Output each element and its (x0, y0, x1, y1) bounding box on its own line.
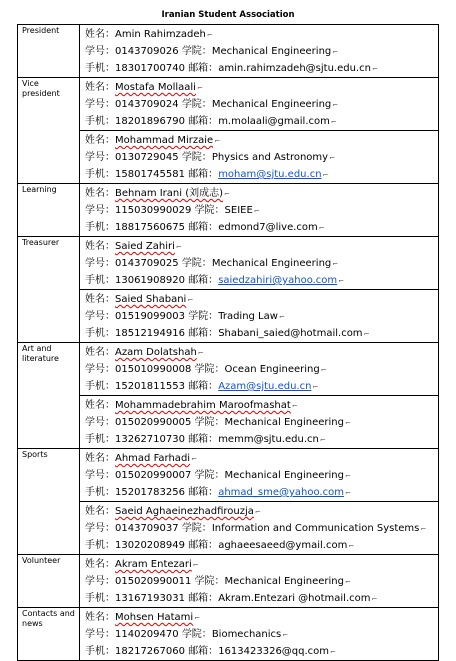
name-line (85, 344, 438, 361)
id-label: 学号： (85, 258, 115, 269)
paragraph-mark-icon: ⌐ (282, 631, 289, 639)
email-label: 邮箱： (188, 381, 219, 392)
phone-label: 手机： (85, 116, 115, 127)
college-label: 学院： (181, 152, 212, 163)
email-label: 邮箱： (188, 646, 219, 657)
email-link[interactable]: ahmad_sme@yahoo.com (218, 487, 344, 498)
college: Mechanical Engineering (211, 258, 332, 269)
name-line (85, 79, 438, 96)
phone-label: 手机： (85, 593, 115, 604)
phone-line (85, 166, 438, 183)
role-cell (18, 449, 80, 555)
role-label: Art and literature (22, 344, 59, 363)
paragraph-mark-icon: ⌐ (344, 489, 351, 497)
member-cell (80, 449, 439, 502)
role-label: President (22, 26, 60, 35)
role-label: Treasurer (22, 238, 60, 247)
student-id: 01519099003 (115, 311, 185, 322)
college-label: 学院： (181, 46, 212, 57)
table-row (18, 555, 439, 608)
name-line (85, 609, 438, 626)
phone-label: 手机： (85, 646, 115, 657)
college-label: 学院： (194, 576, 225, 587)
student-id: 1140209470 (115, 629, 179, 640)
table-row (18, 449, 439, 502)
id-line (85, 308, 438, 325)
table-row (18, 184, 439, 237)
college-label: 学院： (194, 364, 225, 375)
role-cell (18, 237, 80, 343)
role-label: Vice president (22, 79, 60, 98)
college-label: 学院： (181, 99, 212, 110)
member-cell (80, 78, 439, 131)
paragraph-mark-icon: ⌐ (187, 296, 194, 304)
email-text: edmond7@live.com (218, 222, 318, 233)
name-label: 姓名： (85, 29, 115, 40)
id-line (85, 149, 438, 166)
student-id: 015020990005 (115, 417, 192, 428)
phone-line (85, 590, 438, 607)
name-line (85, 291, 438, 308)
paragraph-mark-icon: ⌐ (214, 137, 221, 145)
name-label: 姓名： (85, 135, 115, 146)
phone-number: 15201783256 (115, 487, 185, 498)
student-id: 0143709037 (115, 523, 179, 534)
phone-label: 手机： (85, 63, 115, 74)
phone-line (85, 113, 438, 130)
role-cell (18, 343, 80, 449)
document-title: Iranian Student Association (161, 10, 295, 20)
paragraph-mark-icon: ⌐ (320, 366, 327, 374)
name-label: 姓名： (85, 400, 115, 411)
id-label: 学号： (85, 576, 115, 587)
phone-number: 18817560675 (115, 222, 185, 233)
phone-label: 手机： (85, 434, 115, 445)
name-line (85, 556, 438, 573)
phone-line (85, 484, 438, 501)
email-label: 邮箱： (188, 487, 219, 498)
phone-number: 15801745581 (115, 169, 185, 180)
paragraph-mark-icon: ⌐ (330, 648, 336, 656)
name-label: 姓名： (85, 241, 115, 252)
phone-number: 13262710730 (115, 434, 185, 445)
paragraph-mark-icon: ⌐ (345, 419, 351, 427)
role-cell (18, 184, 80, 237)
table-row (18, 343, 439, 396)
email-label: 邮箱： (188, 169, 219, 180)
college-label: 学院： (194, 470, 225, 481)
phone-label: 手机： (85, 328, 115, 339)
id-label: 学号： (85, 364, 115, 375)
name-label: 姓名： (85, 612, 115, 623)
college: Ocean Engineering (224, 364, 320, 375)
paragraph-mark-icon: ⌐ (197, 349, 204, 357)
id-label: 学号： (85, 99, 115, 110)
role-cell (18, 555, 80, 608)
member-table (17, 24, 439, 661)
email-text: 1613423326@qq.com (218, 646, 330, 657)
id-label: 学号： (85, 417, 115, 428)
member-name: Ahmad Farhadi (115, 453, 191, 464)
student-id: 015010990008 (115, 364, 192, 375)
id-line (85, 626, 438, 643)
paragraph-mark-icon: ⌐ (254, 508, 261, 516)
name-label: 姓名： (85, 82, 115, 93)
name-label: 姓名： (85, 506, 115, 517)
id-line (85, 202, 438, 219)
college: Mechanical Engineering (224, 470, 344, 481)
student-id: 0143709024 (115, 99, 179, 110)
id-line (85, 255, 438, 272)
phone-number: 18201896790 (115, 116, 185, 127)
id-line (85, 467, 438, 484)
phone-number: 15201811553 (115, 381, 185, 392)
college-label: 学院： (194, 417, 225, 428)
table-row (18, 25, 439, 78)
student-id: 015020990007 (115, 470, 192, 481)
name-label: 姓名： (85, 347, 115, 358)
paragraph-mark-icon: ⌐ (371, 65, 378, 73)
name-line (85, 185, 438, 202)
id-line (85, 520, 438, 537)
member-name: Mohammad Mirzaie (115, 135, 214, 146)
paragraph-mark-icon: ⌐ (191, 455, 197, 463)
role-cell (18, 608, 80, 661)
id-line (85, 43, 438, 60)
college: Trading Law (218, 311, 278, 322)
phone-label: 手机： (85, 275, 115, 286)
student-id: 0143709026 (115, 46, 179, 57)
member-name: Azam Dolatshah (115, 347, 197, 358)
id-label: 学号： (85, 523, 115, 534)
phone-number: 18301700740 (115, 63, 185, 74)
college-label: 学院： (188, 311, 219, 322)
college: Biomechanics (211, 629, 282, 640)
member-cell (80, 396, 439, 449)
member-cell (80, 502, 439, 555)
name-label: 姓名： (85, 453, 115, 464)
role-label: Sports (22, 450, 48, 459)
paragraph-mark-icon: ⌐ (345, 472, 351, 480)
college: SEIEE (224, 205, 253, 216)
student-id: 115030990029 (115, 205, 192, 216)
paragraph-mark-icon: ⌐ (345, 578, 351, 586)
paragraph-mark-icon: ⌐ (319, 436, 326, 444)
paragraph-mark-icon: ⌐ (348, 542, 355, 550)
paragraph-mark-icon: ⌐ (330, 118, 337, 126)
role-cell (18, 25, 80, 78)
member-name: Akram Entezari (115, 559, 192, 570)
member-name: Amin Rahimzadeh (115, 29, 206, 40)
phone-line (85, 537, 438, 554)
college: Mechanical Engineering (211, 46, 332, 57)
email-text: m.molaali@gmail.com (218, 116, 330, 127)
table-row (18, 131, 439, 184)
phone-line (85, 325, 438, 342)
role-label: Volunteer (22, 556, 61, 565)
email-link[interactable]: Azam@sjtu.edu.cn (218, 381, 312, 392)
college-label: 学院： (181, 258, 212, 269)
id-label: 学号： (85, 311, 115, 322)
phone-number: 18512194916 (115, 328, 185, 339)
student-id: 015020990011 (115, 576, 192, 587)
college-label: 学院： (181, 523, 212, 534)
member-cell (80, 608, 439, 661)
paragraph-mark-icon: ⌐ (363, 330, 370, 338)
member-name: Mohsen Hatami (115, 612, 194, 623)
paragraph-mark-icon: ⌐ (312, 383, 319, 391)
id-line (85, 361, 438, 378)
email-text: memm@sjtu.edu.cn (218, 434, 319, 445)
role-label: Contacts and news (22, 609, 75, 628)
student-id: 0143709025 (115, 258, 179, 269)
table-row (18, 502, 439, 555)
table-row (18, 396, 439, 449)
role-label: Learning (22, 185, 57, 194)
phone-label: 手机： (85, 222, 115, 233)
email-text: amin.rahimzadeh@sjtu.edu.cn (218, 63, 371, 74)
table-row (18, 78, 439, 131)
member-name: Behnam Irani (刘成志) (115, 188, 224, 199)
name-line (85, 450, 438, 467)
phone-line (85, 272, 438, 289)
college-label: 学院： (194, 205, 225, 216)
name-line (85, 132, 438, 149)
phone-number: 13061908920 (115, 275, 185, 286)
email-label: 邮箱： (188, 593, 219, 604)
email-text: Shabani_saied@hotmail.com (218, 328, 363, 339)
email-label: 邮箱： (188, 275, 219, 286)
paragraph-mark-icon: ⌐ (224, 190, 230, 198)
id-line (85, 414, 438, 431)
paragraph-mark-icon: ⌐ (194, 614, 201, 622)
college: Mechanical Engineering (224, 576, 344, 587)
paragraph-mark-icon: ⌐ (420, 525, 427, 533)
email-link[interactable]: saiedzahiri@yahoo.com (218, 275, 338, 286)
email-label: 邮箱： (188, 222, 219, 233)
phone-line (85, 643, 438, 660)
member-cell (80, 555, 439, 608)
member-cell (80, 343, 439, 396)
name-line (85, 503, 438, 520)
email-label: 邮箱： (188, 540, 219, 551)
member-cell (80, 290, 439, 343)
member-name: Saeid Aghaeinezhadfirouzja (115, 506, 254, 517)
id-label: 学号： (85, 152, 115, 163)
email-label: 邮箱： (188, 434, 219, 445)
member-name: Mostafa Mollaali (115, 82, 196, 93)
phone-line (85, 378, 438, 395)
id-label: 学号： (85, 470, 115, 481)
phone-label: 手机： (85, 169, 115, 180)
phone-number: 13167193031 (115, 593, 185, 604)
table-row (18, 290, 439, 343)
college: Information and Communication Systems (211, 523, 420, 534)
name-line (85, 397, 438, 414)
phone-label: 手机： (85, 487, 115, 498)
phone-number: 18217267060 (115, 646, 185, 657)
id-label: 学号： (85, 629, 115, 640)
paragraph-mark-icon: ⌐ (329, 154, 335, 162)
id-label: 学号： (85, 205, 115, 216)
member-cell (80, 25, 439, 78)
id-line (85, 573, 438, 590)
member-name: Saied Shabani (115, 294, 187, 305)
email-text: Akram.Entezari @hotmail.com (218, 593, 371, 604)
member-cell (80, 131, 439, 184)
member-cell (80, 237, 439, 290)
paragraph-mark-icon: ⌐ (206, 31, 213, 39)
id-label: 学号： (85, 46, 115, 57)
email-text: aghaeesaeed@ymail.com (218, 540, 348, 551)
college-label: 学院： (181, 629, 212, 640)
paragraph-mark-icon: ⌐ (322, 171, 329, 179)
table-row (18, 608, 439, 661)
name-label: 姓名： (85, 188, 115, 199)
paragraph-mark-icon: ⌐ (192, 561, 199, 569)
name-label: 姓名： (85, 294, 115, 305)
phone-line (85, 219, 438, 236)
paragraph-mark-icon: ⌐ (332, 48, 339, 56)
table-row (18, 237, 439, 290)
name-line (85, 238, 438, 255)
phone-label: 手机： (85, 381, 115, 392)
paragraph-mark-icon: ⌐ (332, 101, 339, 109)
email-label: 邮箱： (188, 328, 219, 339)
id-line (85, 96, 438, 113)
email-label: 邮箱： (188, 116, 219, 127)
college: Mechanical Engineering (211, 99, 332, 110)
email-link[interactable]: moham@sjtu.edu.cn (218, 169, 322, 180)
paragraph-mark-icon: ⌐ (253, 207, 260, 215)
paragraph-mark-icon: ⌐ (371, 595, 378, 603)
member-cell (80, 184, 439, 237)
phone-label: 手机： (85, 540, 115, 551)
paragraph-mark-icon: ⌐ (291, 402, 298, 410)
paragraph-mark-icon: ⌐ (338, 277, 345, 285)
college: Mechanical Engineering (224, 417, 344, 428)
phone-line (85, 431, 438, 448)
phone-number: 13020208949 (115, 540, 185, 551)
paragraph-mark-icon: ⌐ (175, 243, 182, 251)
member-name: Saied Zahiri (115, 241, 175, 252)
student-id: 0130729045 (115, 152, 179, 163)
name-line (85, 26, 438, 43)
paragraph-mark-icon: ⌐ (278, 313, 285, 321)
phone-line (85, 60, 438, 77)
paragraph-mark-icon: ⌐ (332, 260, 339, 268)
paragraph-mark-icon: ⌐ (318, 224, 325, 232)
paragraph-mark-icon: ⌐ (196, 84, 203, 92)
member-name: Mohammadebrahim Maroofmashat (115, 400, 291, 411)
role-cell (18, 78, 80, 184)
college: Physics and Astronomy (211, 152, 329, 163)
name-label: 姓名： (85, 559, 115, 570)
email-label: 邮箱： (188, 63, 219, 74)
